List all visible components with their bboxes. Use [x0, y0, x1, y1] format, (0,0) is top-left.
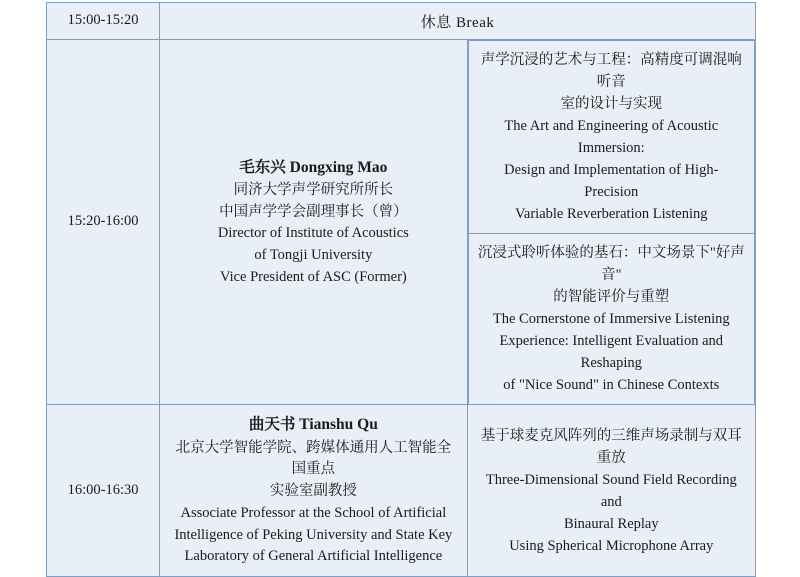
- topic-subcell: [468, 234, 754, 405]
- speaker-cell: [160, 405, 467, 577]
- topic-subcell: [468, 41, 754, 234]
- speaker-affiliation-line: Associate Professor at the School of Artificial: [180, 504, 447, 521]
- topic-block: [469, 234, 754, 404]
- time-text: 15:00-15:20: [67, 12, 139, 29]
- speaker-affiliation-line: of Tongji University: [254, 247, 373, 264]
- topic-row: [468, 234, 754, 405]
- topic-cn-line: 基于球麦克风阵列的三维声场录制与双耳重放: [480, 427, 742, 466]
- topic-en-line: of "Nice Sound" in Chinese Contexts: [503, 377, 720, 394]
- topic-block: [469, 41, 754, 233]
- speaker-affiliation-line: 实验室副教授: [269, 483, 357, 500]
- time-text: 16:00-16:30: [67, 482, 139, 499]
- topic-subtable: [468, 40, 755, 404]
- speaker-block: [160, 148, 466, 297]
- topic-cn-line: 室的设计与实现: [560, 96, 663, 113]
- speaker-affiliation-line: Laboratory of General Artificial Intelligence: [184, 548, 443, 565]
- table-row: [47, 405, 756, 577]
- topic-block: [468, 417, 755, 565]
- speaker-name: 曲天书 Tianshu Qu: [248, 416, 378, 434]
- speaker-cell: [160, 40, 467, 405]
- time-cell: [47, 3, 160, 40]
- topic-en-line: The Art and Engineering of Acoustic Immersion:: [504, 118, 719, 157]
- speaker-affiliation-line: Director of Institute of Acoustics: [217, 225, 409, 242]
- topic-en-line: The Cornerstone of Immersive Listening: [492, 311, 730, 328]
- speaker-affiliation-line: 北京大学智能学院、跨媒体通用人工智能全国重点: [175, 439, 452, 478]
- topic-en-line: Three-Dimensional Sound Field Recording and: [485, 471, 737, 510]
- break-label: 休息 Break: [420, 14, 495, 31]
- table-row: [47, 40, 756, 405]
- topic-cn-line: 的智能评价与重塑: [553, 289, 670, 306]
- document-page: [0, 2, 800, 565]
- time-cell: [47, 40, 160, 405]
- speaker-name: 毛东兴 Dongxing Mao: [239, 158, 388, 176]
- topic-en-line: Using Spherical Microphone Array: [509, 537, 714, 554]
- topic-cn-line: 沉浸式聆听体验的基石：中文场景下"好声音": [477, 245, 745, 284]
- topic-en-line: Design and Implementation of High-Precision: [504, 162, 719, 201]
- topic-cn-line: 声学沉浸的艺术与工程：高精度可调混响听音: [480, 52, 742, 91]
- topic-cell: [467, 40, 755, 405]
- speaker-affiliation-line: Vice President of ASC (Former): [219, 268, 407, 285]
- topic-en-line: Experience: Intelligent Evaluation and Reshaping: [499, 333, 724, 372]
- topic-en-line: Binaural Replay: [563, 515, 659, 532]
- topic-en-line: Variable Reverberation Listening: [515, 206, 708, 223]
- speaker-affiliation-line: 中国声学学会副理事长（曾）: [219, 203, 408, 220]
- speaker-affiliation-line: Intelligence of Peking University and State Key: [174, 526, 453, 543]
- topic-row: [468, 41, 754, 234]
- table-row: [47, 3, 756, 40]
- time-text: 15:20-16:00: [67, 213, 139, 230]
- speaker-block: [160, 405, 466, 576]
- speaker-affiliation-line: 同济大学声学研究所所长: [233, 181, 394, 198]
- break-cell: [160, 3, 756, 40]
- time-cell: [47, 405, 160, 577]
- topic-cell: [467, 405, 755, 577]
- schedule-table: [46, 2, 756, 577]
